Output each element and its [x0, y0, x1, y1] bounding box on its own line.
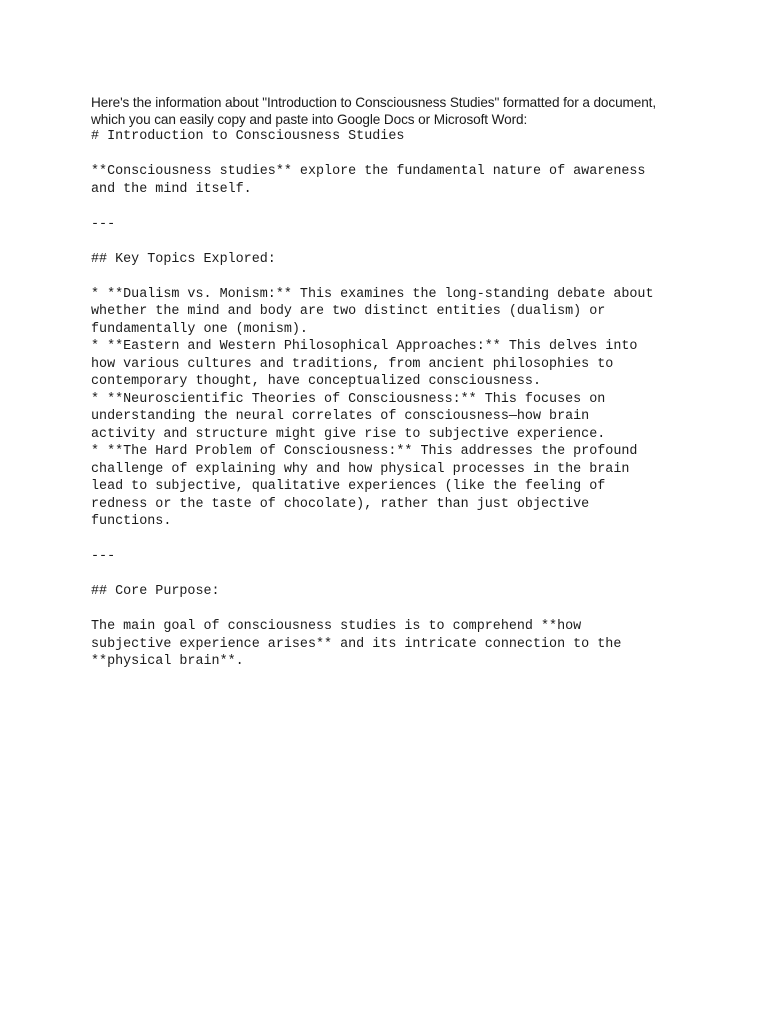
intro-paragraph: Here's the information about "Introduction to Consciousness Studies" formatted for a document, which you can easily copy and paste into Google Docs or Microsoft Word:: [91, 95, 657, 127]
markdown-body-text: # Introduction to Consciousness Studies **Consciousness studies** explore the fundamental nature of awareness and the mind itself. --- ## Key Topics Explored: * **Dualism vs. Monism:** This examines the long-standing debate about whether the mind and body are two distinct entities (dualism) or fundamentally one (monism). * **Eastern and Western Philosophical Approaches:** This delves into how various cultures and traditions, from ancient philosophies to contemporary thought, have conceptualized consciousness. * **Neuroscientific Theories of Consciousness:** This focuses on understanding the neural correlates of consciousness—how brain activity and structure might give rise to subjective experience. * **The Hard Problem of Consciousness:** This addresses the profound challenge of explaining why and how physical processes in the brain lead to subjective, qualitative experiences (like the feeling of redness or the taste of chocolate), rather than just objective functions. --- ## Core Purpose: The main goal of consciousness studies is to comprehend **how subjective experience arises** and its intricate connection to the **physical brain**.: [91, 129, 654, 669]
document-content: [91, 94, 691, 671]
